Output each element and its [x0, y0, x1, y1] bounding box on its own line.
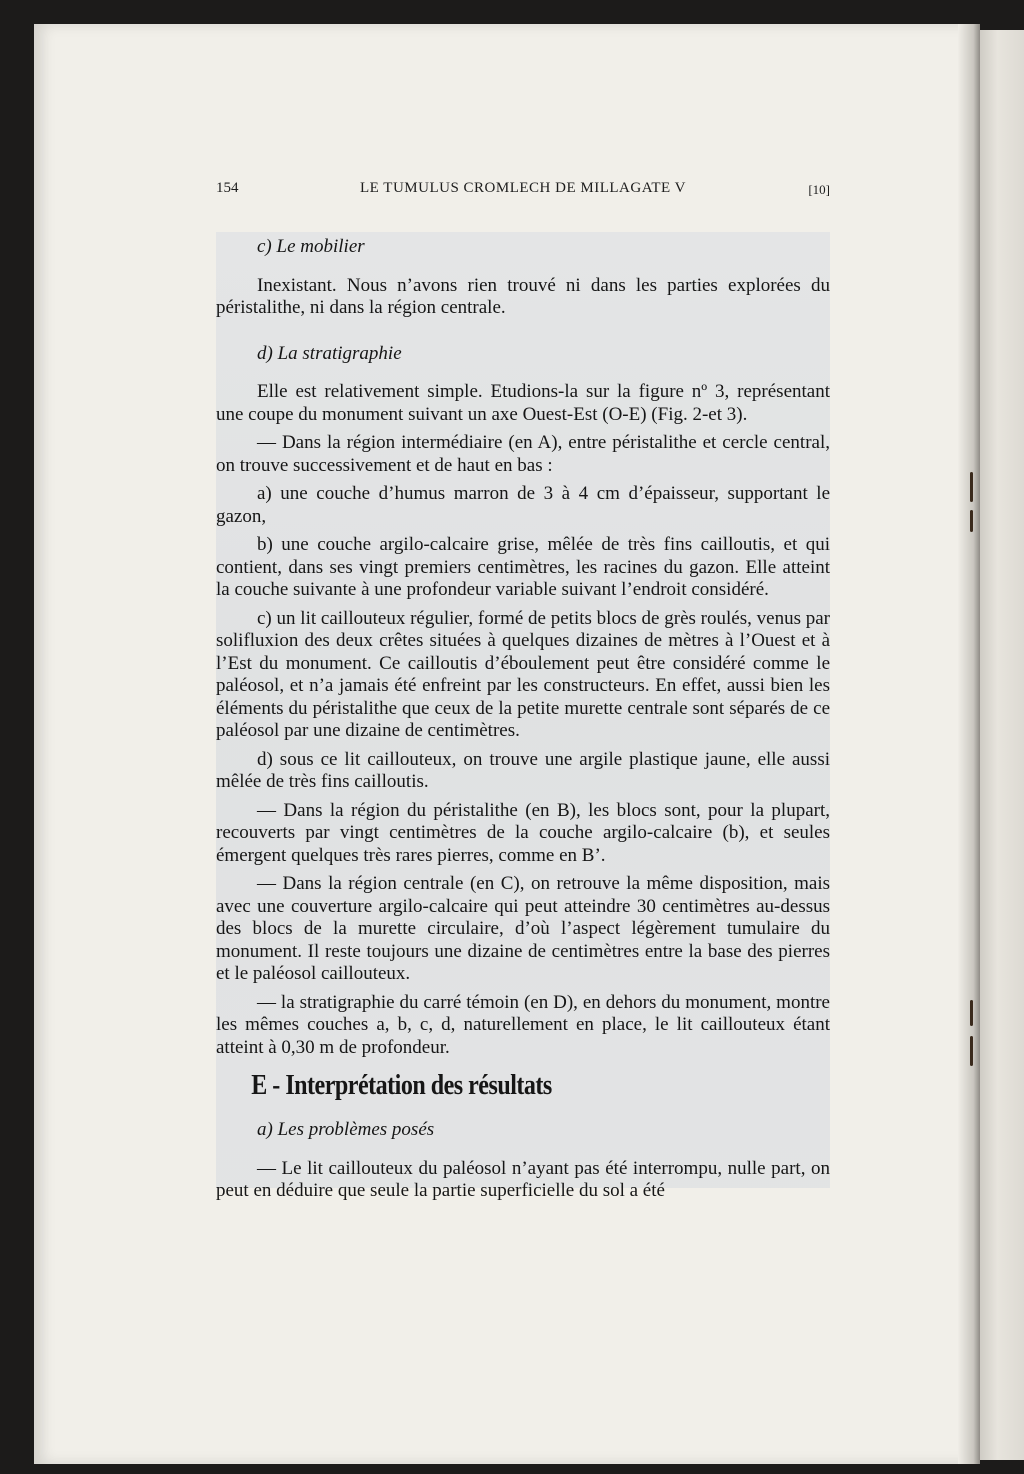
heading-problemes: a) Les problèmes posés [257, 1119, 435, 1140]
running-title: LE TUMULUS CROMLECH DE MILLAGATE V [359, 180, 687, 196]
heading-mobilier: c) Le mobilier [257, 236, 365, 257]
page-number: 154 [216, 180, 239, 196]
section-reference: [10] [808, 182, 830, 197]
paragraph-region-b: — Dans la région du péristalithe (en B), les blocs sont, pour la plupart, recouverts par vingt centimètres de la couche argilo-calcaire (b), et seules émergent quelques très rares pierres, comme en B’. [216, 799, 830, 866]
heading-interpretation: E - Interprétation des résultats [251, 1070, 552, 1101]
running-header [216, 180, 830, 204]
binding-staple-upper [966, 472, 976, 532]
paragraph-layer-c: c) un lit caillouteux régulier, formé de petits blocs de grès roulés, venus par solifluxion des deux crêtes situées à quelques dizaines de mètres à l’Ouest et à l’Est du monument. Ce cailloutis d’éboulement peut être considéré comme le paléosol, et n’a jamais été enfreint par les constructeurs. En effet, aussi bien les éléments du péristalithe que ceux de la petite murette centrale sont séparés de ce paléosol par une dizaine de centimètres. [216, 607, 830, 741]
heading-stratigraphie: d) La stratigraphie [257, 342, 402, 364]
facing-page-edge [980, 30, 1024, 1460]
binding-staple-lower [966, 1000, 976, 1066]
paragraph-region-c: — Dans la région centrale (en C), on retrouve la même disposition, mais avec une couverture argilo-calcaire qui peut atteindre 30 centimètres au-dessus des blocs de la murette circulaire, d’où l’aspect légèrement tumulaire du monument. Il reste toujours une dizaine de centimètres entre la base des pierres et le paléosol caillouteux. [216, 873, 830, 984]
paragraph-region-d: — la stratigraphie du carré témoin (en D), en dehors du monument, montre les mêmes couches a, b, c, d, naturellement en place, le lit caillouteux étant atteint à 0,30 m de profondeur. [216, 991, 830, 1058]
paragraph-mobilier: Inexistant. Nous n’avons rien trouvé ni dans les parties explorées du péristalithe, ni dans la région centrale. [216, 274, 830, 318]
book-gutter [958, 24, 980, 1464]
paragraph-problemes: — Le lit caillouteux du paléosol n’ayant pas été interrompu, nulle part, on peut en déduire que seule la partie superficielle du sol a été [216, 1157, 830, 1201]
paragraph-region-a: — Dans la région intermédiaire (en A), entre péristalithe et cercle central, on trouve successivement et de haut en bas : [216, 432, 830, 476]
page-body [216, 236, 830, 1209]
paragraph-layer-d: d) sous ce lit caillouteux, on trouve une argile plastique jaune, elle aussi mêlée de très fins cailloutis. [216, 748, 830, 792]
paragraph-strat-intro: Elle est relativement simple. Etudions-la sur la figure nº 3, représentant une coupe du monument suivant un axe Ouest-Est (O-E) (Fig. 2-et 3). [216, 381, 830, 425]
paragraph-layer-b: b) une couche argilo-calcaire grise, mêlée de très fins cailloutis, et qui contient, dans ses vingt premiers centimètres, les racines du gazon. Elle atteint la couche suivante à une profondeur variable suivant l’endroit considéré. [216, 534, 830, 600]
paragraph-layer-a: a) une couche d’humus marron de 3 à 4 cm d’épaisseur, supportant le gazon, [216, 483, 830, 527]
